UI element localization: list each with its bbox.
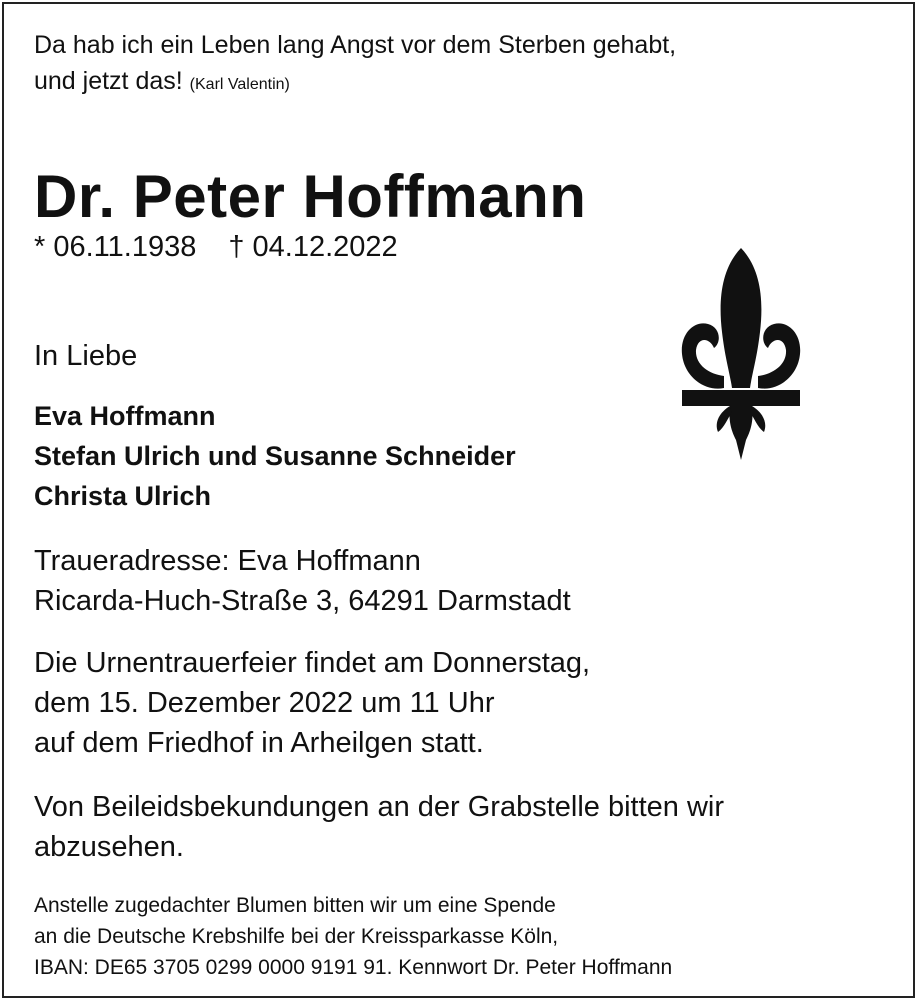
condolences-line-2: abzusehen. bbox=[34, 831, 184, 863]
condolences-line-1: Von Beileidsbekundungen an der Grabstelle bitten wir bbox=[34, 791, 725, 823]
fleur-de-lis-icon bbox=[680, 246, 802, 462]
in-love-label: In Liebe bbox=[34, 340, 138, 372]
donation-line-1: Anstelle zugedachter Blumen bitten wir um eine Spende bbox=[34, 894, 556, 917]
mourner-name: Eva Hoffmann bbox=[34, 401, 216, 431]
mourner-name: Stefan Ulrich und Susanne Schneider bbox=[34, 441, 516, 471]
quote-line-1: Da hab ich ein Leben lang Angst vor dem Sterben gehabt, bbox=[34, 31, 677, 59]
quote-text: und jetzt das! bbox=[34, 67, 183, 95]
address-line-1: Traueradresse: Eva Hoffmann bbox=[34, 545, 421, 577]
deceased-name: Dr. Peter Hoffmann bbox=[34, 163, 587, 230]
donation-line-3: IBAN: DE65 3705 0299 0000 9191 91. Kennwort Dr. Peter Hoffmann bbox=[34, 956, 673, 979]
ceremony-line-1: Die Urnentrauerfeier findet am Donnerstag, bbox=[34, 647, 591, 679]
death-date: † 04.12.2022 bbox=[228, 231, 398, 263]
birth-date: * 06.11.1938 bbox=[34, 231, 197, 263]
life-dates bbox=[34, 230, 398, 265]
donation-line-2: an die Deutsche Krebshilfe bei der Kreissparkasse Köln, bbox=[34, 925, 559, 948]
ceremony-line-3: auf dem Friedhof in Arheilgen statt. bbox=[34, 727, 484, 759]
quote-author: (Karl Valentin) bbox=[189, 76, 290, 93]
ceremony-line-2: dem 15. Dezember 2022 um 11 Uhr bbox=[34, 687, 495, 719]
address-line-2: Ricarda-Huch-Straße 3, 64291 Darmstadt bbox=[34, 585, 571, 617]
quote-line-2 bbox=[34, 66, 290, 96]
mourner-name: Christa Ulrich bbox=[34, 481, 212, 511]
